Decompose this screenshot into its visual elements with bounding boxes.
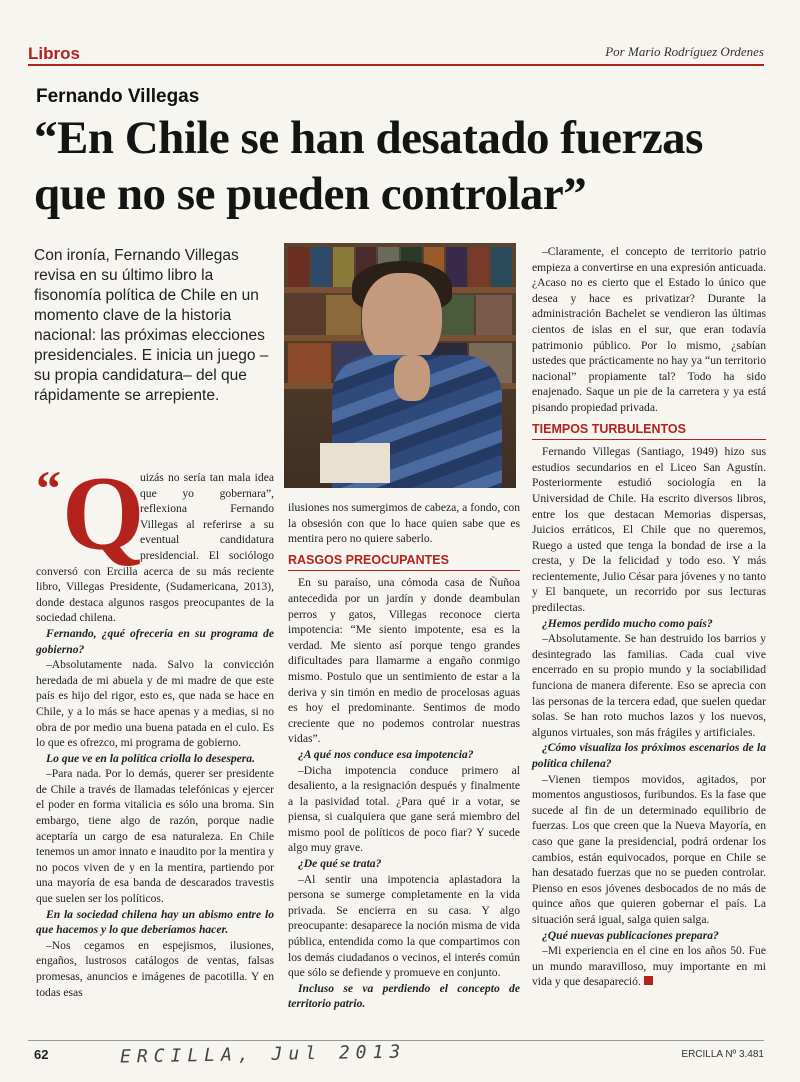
- paragraph: En su paraíso, una cómoda casa de Ñuñoa antecedida por un jardín y donde deambulan perros y gatos, Villegas reconoce cierta impotencia: “Me siento impotente, esa es la verdad. Me siento así porque tengo grandes dificultades para llamarme a engaño conmigo mismo. Postulo que un sentimiento de estar a la deriva y sin timón en medio de procelosas aguas es hoy el predominante. Sentimos de modo creciente que no podemos controlar nuestras vidas”.: [288, 576, 520, 746]
- opening-quote-mark: “: [36, 460, 61, 516]
- byline: Por Mario Rodríguez Ordenes: [605, 44, 764, 59]
- article-subject: Fernando Villegas: [36, 86, 200, 107]
- article-lead: Con ironía, Fernando Villegas revisa en su último libro la fisonomía política de Chile en un momento clave de la historia nacional: las próximas elecciones presidenciales. E inicia un juego –su propia candidatura– del que rápidamente se arrepiente.: [34, 247, 269, 404]
- paragraph: –Nos cegamos en espejismos, ilusiones, engaños, lustrosos catálogos de ventas, falsas promesas, anuncios e imágenes de pacotilla. Y en todas esas: [36, 938, 274, 999]
- paragraph: –Al sentir una impotencia aplastadora la persona se sumerge completamente en la vida privada. Se encierra en su casa. Y algo preocupante: desaparece la noción misma de vida pública, entendida como la que compartimos con los demás ciudadanos o vecinos, el interés común que sólo se defiende y promueve en conjunto.: [288, 872, 520, 980]
- paragraph: uizás no sería tan mala idea que yo gobernara”, reflexiona Fernando Villegas al referirse a su eventual candidatura presidencial. El sociólogo conversó con Ercilla acerca de su más reciente libro, Villegas Presidente, (Sudamericana, 2013), donde destaca algunos rasgos preocupantes de la sociedad chilena.: [36, 471, 274, 625]
- question: ¿A qué nos conduce esa impotencia?: [298, 747, 474, 761]
- paragraph: [532, 943, 766, 990]
- question: Lo que ve en la política criolla lo desespera.: [46, 751, 255, 765]
- dropcap-letter: Q: [62, 455, 145, 572]
- handwritten-note: ERCILLA, Jul 2013: [119, 1041, 407, 1068]
- article-headline: “En Chile se han desatado fuerzas que no se pueden controlar”: [34, 112, 703, 220]
- question: Fernando, ¿qué ofrecería en su programa de gobierno?: [36, 626, 274, 656]
- question: ¿Qué nuevas publicaciones prepara?: [542, 928, 719, 942]
- subhead-rasgos: RASGOS PREOCUPANTES: [288, 553, 520, 572]
- question: En la sociedad chilena hay un abismo entre lo que hacemos y lo que deberíamos hacer.: [36, 907, 274, 937]
- papers-stack: [320, 443, 390, 483]
- column-3: [532, 244, 766, 990]
- column-1: [36, 455, 274, 1000]
- column-2: [288, 500, 520, 1012]
- paragraph: –Claramente, el concepto de territorio patrio empieza a convertirse en una expresión anticuada. ¿Acaso no es cierto que el Estado lo único que desea y hace es privatizar? Durante la administración Bachelet se vendieron las últimas cientos de islas en el sur, que eran todavía patrimonio público. Por lo mismo, ¿sabían ustedes que prácticamente no hay ya “un territorio nacional” propiamente tal? Todo ha sido enajenado. Saque un pie de la carretera y ya está pisando propiedad privada.: [532, 245, 766, 414]
- paragraph: –Para nada. Por lo demás, querer ser presidente de Chile a través de llamadas telefónicas y ejercer el poder en forma vitalicia es sólo una broma. Sin embargo, tiene algo de razón, porque nadie aceptaría un cargo de esa naturaleza. En Chile tenemos un amor innato e inaudito por la mentira y no pocos viven de y en la mentira, partiendo por una mayoría de esa banda de descarados travestis que suelen ser los políticos.: [36, 767, 274, 906]
- person-hand: [394, 355, 430, 401]
- paragraph: –Absolutamente nada. Salvo la convicción heredada de mi abuela y de mi madre de que este país es hijo del rigor, esto es, que nada se hace en Chile, y a lo más se hace apenas y a medias, si no obra de por medio una buena patada en el culo. Es lo que es ofrezco, mi programa de gobierno.: [36, 658, 274, 750]
- end-mark-icon: [644, 976, 653, 985]
- fernando-villegas-photo: [284, 243, 516, 488]
- paragraph: –Vienen tiempos movidos, agitados, por momentos angustiosos, furibundos. Es la fase que sucede al fin de un determinado equilibrio de fuerzas. Los que creen que la Nueva Mayoría, en caso que gane la presidencial, podrá ordenar los cambios, están equivocados, porque en Chile se han desatado fuerzas que no se pueden controlar. Pienso en esos jóvenes desbocados de no más de quince años que quieren gobernar el país. La situación será igual, salga quien salga.: [532, 772, 766, 926]
- paragraph: –Dicha impotencia conduce primero al desaliento, a la resignación después y finalmente a la pasividad total. ¿Para qué ir a votar, se piensa, si cualquiera que gane será miembro del mismo pool de políticos de poco fiar? Y sucede algo muy grave.: [288, 763, 520, 855]
- header-rule: [28, 64, 764, 66]
- page-number: 62: [34, 1047, 49, 1062]
- paragraph: Fernando Villegas (Santiago, 1949) hizo sus estudios secundarios en el Liceo San Agustín. Posteriormente estudió sociología en la Universidad de Chile. Ha escrito diversos libros, entre los que destacan Memorias dispersas, Juicios erráticos, El Chile que no queremos, Ruego a usted que tenga la bondad de irse a la cresta, y De la felicidad y todo eso. Y más recientemente, Julio César para jóvenes y no tanto y El banquete, un recorrido por sus lecturas predilectas.: [532, 445, 766, 615]
- person-face: [362, 273, 442, 368]
- section-label: Libros: [28, 44, 80, 63]
- question: ¿Cómo visualiza los próximos escenarios de la política chilena?: [532, 741, 766, 770]
- question: ¿Hemos perdido mucho como país?: [542, 616, 713, 630]
- subhead-tiempos: TIEMPOS TURBULENTOS: [532, 422, 766, 441]
- paragraph: –Absolutamente. Se han destruido los barrios y desintegrado las familias. Cada cual vive encerrado en su propio mundo y la sociabilidad funciona de manera diferente. Eso se aprecia con las personas de la tercera edad, que suelen quedar solas. Se han roto muchos lazos y los nuevos, algunos virtuales, son más frágiles y artificiales.: [532, 632, 766, 739]
- issue-number: ERCILLA Nº 3.481: [681, 1049, 764, 1060]
- dropcap-block: [36, 455, 274, 626]
- closing-text: –Mi experiencia en el cine en los años 50. Fue un mundo maravilloso, muy importante en mi vida y que desapareció.: [532, 944, 766, 989]
- question: ¿De qué se trata?: [298, 857, 382, 871]
- question: Incluso se va perdiendo el concepto de territorio patrio.: [288, 981, 520, 1011]
- paragraph: ilusiones nos sumergimos de cabeza, a fondo, con la obsesión con que lo hace quien sabe que es mentira pero no quiere saberlo.: [288, 501, 520, 546]
